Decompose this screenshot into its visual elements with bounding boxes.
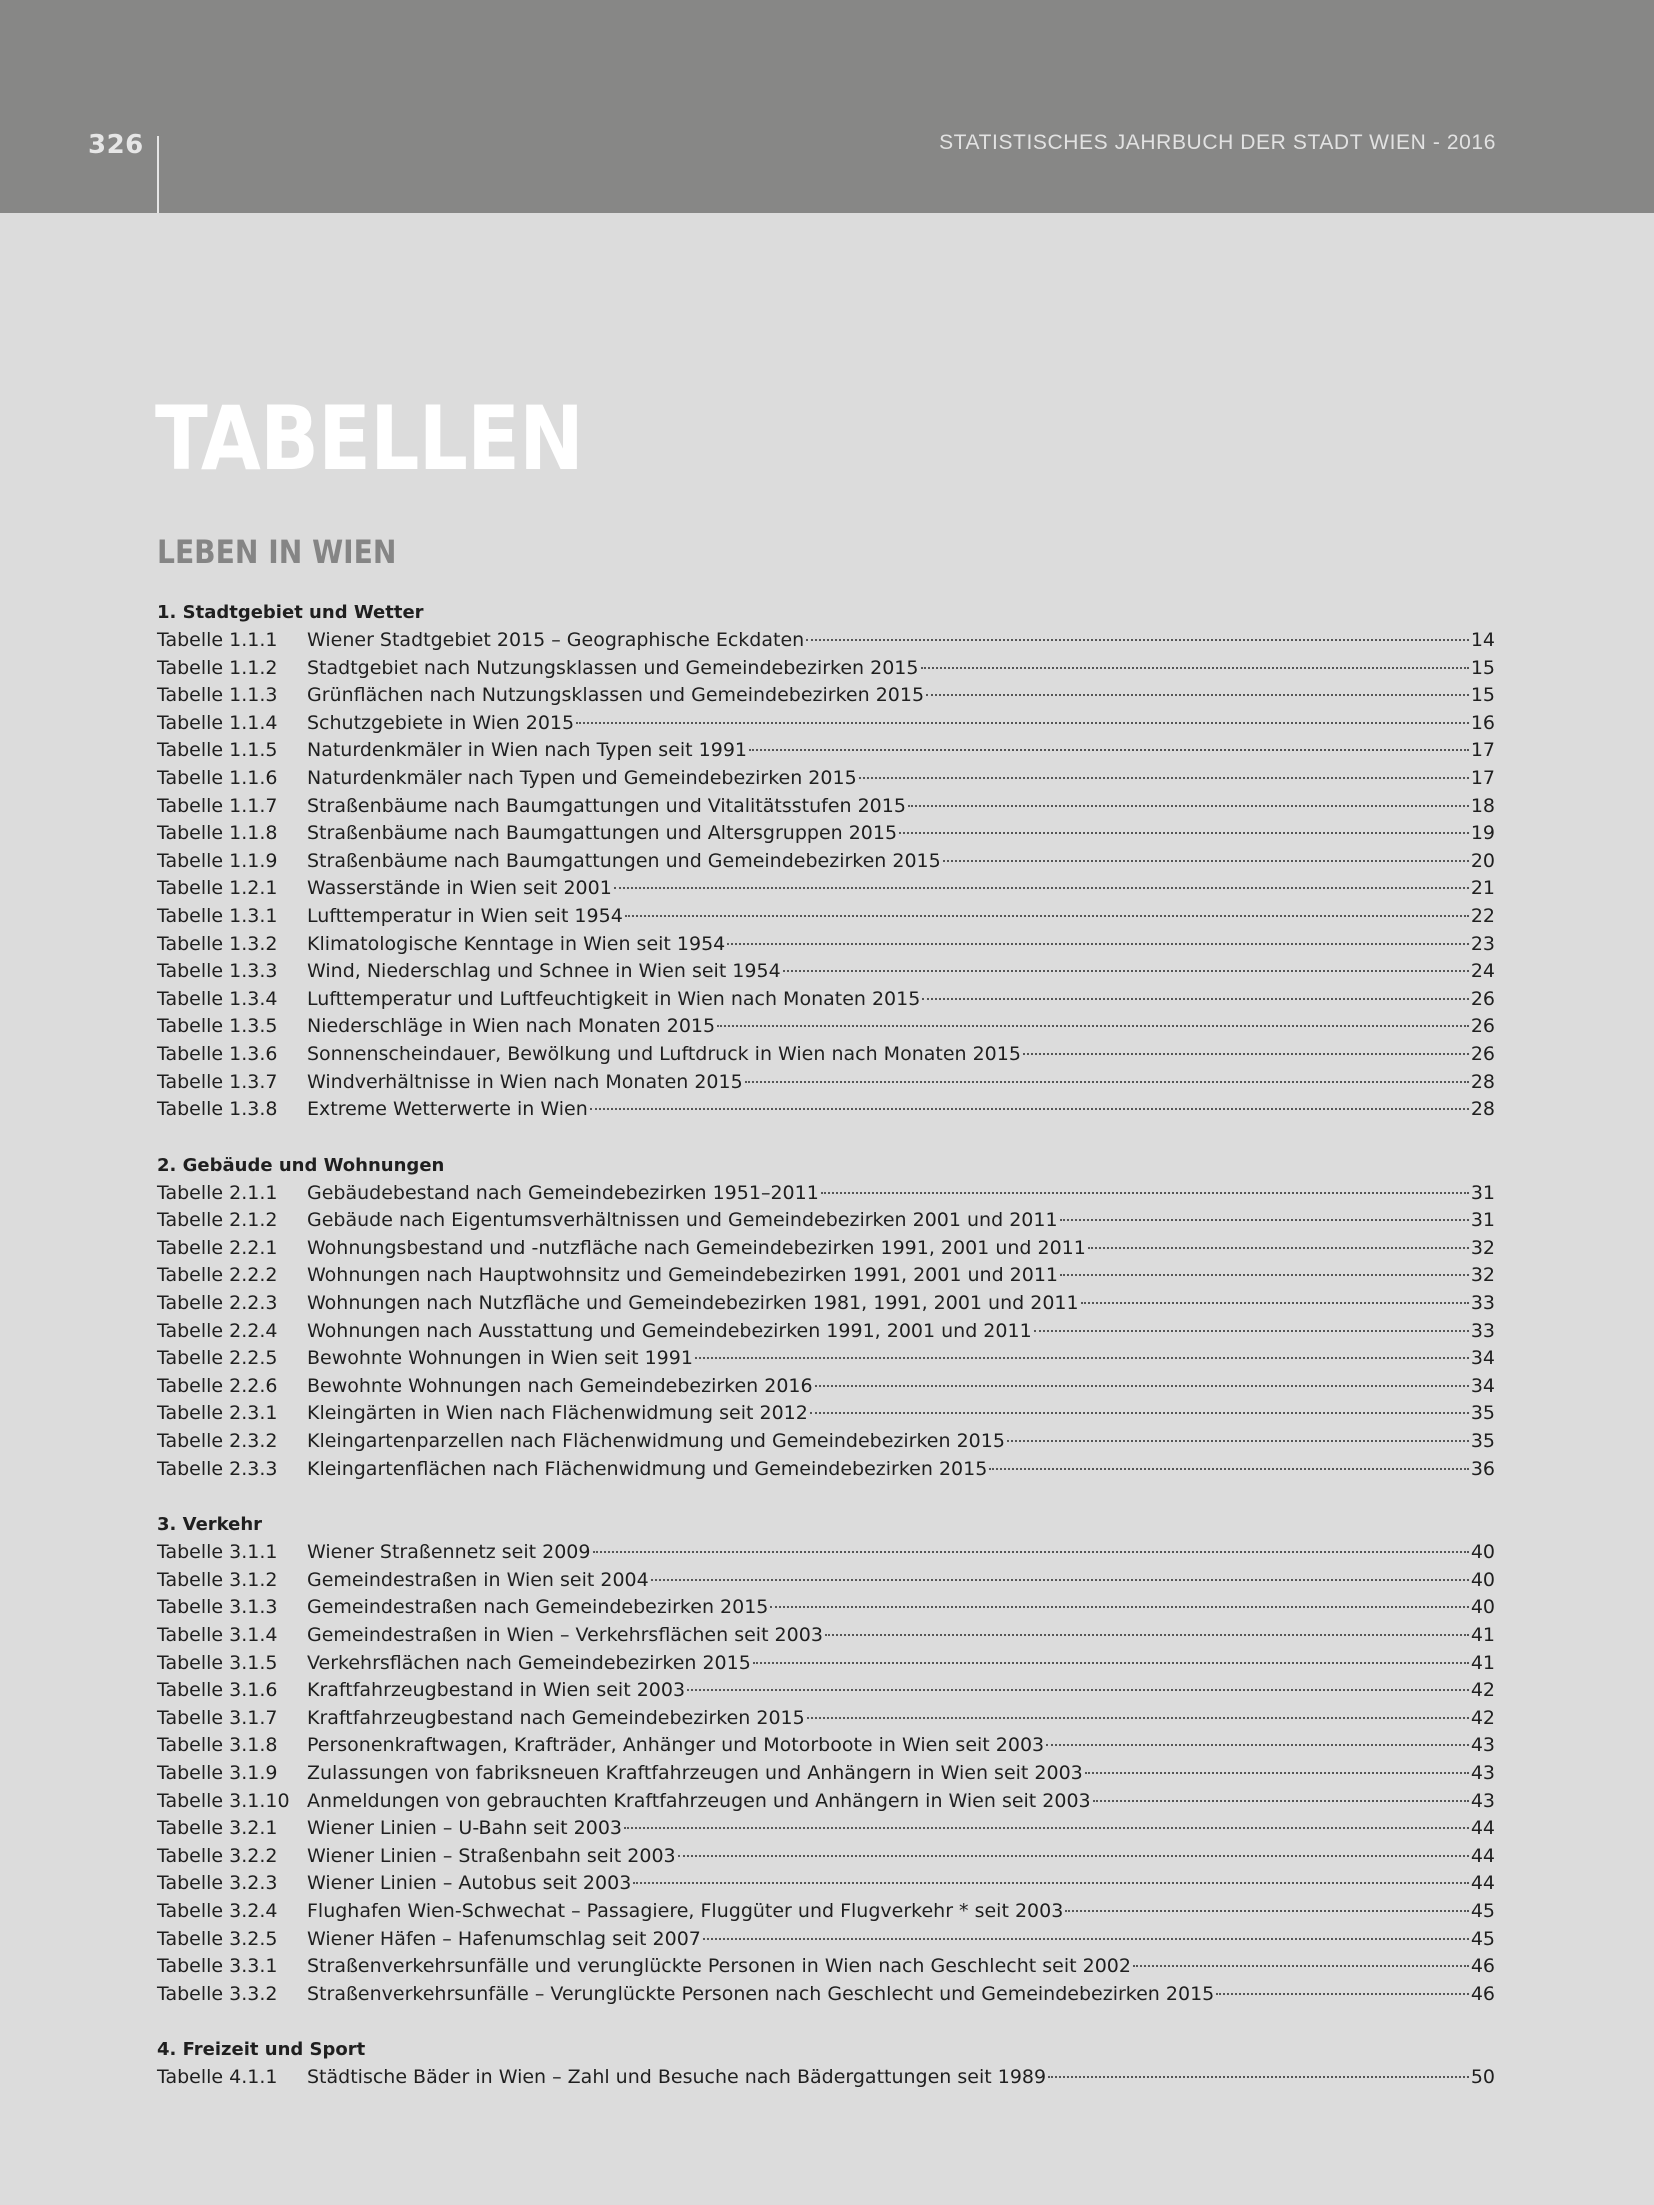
toc-entry-label: Tabelle 2.1.2 [157, 1209, 278, 1232]
toc-entry[interactable] [157, 1732, 1495, 1760]
toc-entry[interactable] [157, 1843, 1495, 1871]
toc-entry[interactable] [157, 1760, 1495, 1788]
toc-entry-title: Extreme Wetterwerte in Wien [307, 1098, 588, 1121]
toc-entry-page: 34 [1470, 1374, 1495, 1397]
toc-entry-title: Wasserstände in Wien seit 2001 [307, 877, 612, 900]
toc-entry-title: Wind, Niederschlag und Schnee in Wien seit 1954 [307, 960, 781, 983]
toc-dot-leader [727, 942, 1469, 945]
toc-entry-page: 15 [1470, 656, 1495, 679]
toc-entry-page: 17 [1470, 766, 1495, 789]
toc-entry[interactable] [157, 1788, 1495, 1816]
toc-dot-leader [821, 1191, 1469, 1194]
toc-entry-title: Zulassungen von fabriksneuen Kraftfahrzeugen und Anhängern in Wien seit 2003 [307, 1761, 1083, 1784]
toc-entry-label: Tabelle 1.2.1 [157, 877, 278, 900]
toc-entry-page: 44 [1470, 1817, 1495, 1840]
toc-entry-page: 42 [1470, 1706, 1495, 1729]
toc-entry-label: Tabelle 2.2.3 [157, 1292, 278, 1315]
header-band [0, 0, 1654, 213]
toc-entry-label: Tabelle 1.1.9 [157, 849, 278, 872]
toc-entry-title: Lufttemperatur und Luftfeuchtigkeit in Wien nach Monaten 2015 [307, 987, 921, 1010]
toc-entry-page: 41 [1470, 1624, 1495, 1646]
toc-dot-leader [703, 1937, 1469, 1940]
toc-entry-title: Anmeldungen von gebrauchten Kraftfahrzeugen und Anhängern in Wien seit 2003 [307, 1789, 1091, 1812]
toc-dot-leader [1060, 1218, 1469, 1221]
toc-entry-page: 45 [1470, 1899, 1495, 1922]
toc-entry-page: 43 [1470, 1761, 1495, 1784]
page-title: TABELLEN [155, 387, 584, 490]
toc-entry[interactable] [157, 1650, 1495, 1678]
toc-entry-label: Tabelle 2.2.4 [157, 1319, 278, 1342]
toc-entry-title: Gemeindestraßen in Wien seit 2004 [307, 1568, 649, 1591]
toc-entry-title: Naturdenkmäler in Wien nach Typen seit 1991 [307, 739, 748, 762]
toc-entry-title: Naturdenkmäler nach Typen und Gemeindebezirken 2015 [307, 766, 857, 789]
toc-entry-title: Wiener Linien – U-Bahn seit 2003 [307, 1817, 623, 1840]
toc-entry-page: 26 [1470, 987, 1495, 1010]
toc-entry-title: Straßenverkehrsunfälle und verunglückte Personen in Wien nach Geschlecht seit 2002 [307, 1955, 1131, 1978]
toc-entry-page: 42 [1470, 1679, 1495, 1702]
toc-entry-label: Tabelle 3.1.9 [157, 1761, 278, 1784]
toc-entry-label: Tabelle 3.2.5 [157, 1927, 278, 1950]
toc-entry-label: Tabelle 1.1.7 [157, 794, 278, 817]
toc-entry-page: 31 [1470, 1181, 1495, 1204]
toc-entry[interactable] [157, 820, 1495, 848]
toc-dot-leader [922, 997, 1468, 1000]
toc-entry-label: Tabelle 1.3.4 [157, 987, 278, 1010]
toc-entry[interactable] [157, 1815, 1495, 1843]
toc-section [157, 599, 1495, 1124]
toc-entry[interactable] [157, 1262, 1495, 1290]
toc-entry-page: 43 [1470, 1734, 1495, 1757]
toc-dot-leader [1065, 1909, 1469, 1912]
toc-dot-leader [1060, 1273, 1469, 1276]
table-of-contents [157, 599, 1495, 2120]
toc-entry-label: Tabelle 3.1.1 [157, 1541, 278, 1564]
toc-dot-leader [593, 1550, 1469, 1553]
toc-dot-leader [926, 693, 1469, 696]
toc-entry-title: Straßenbäume nach Baumgattungen und Altersgruppen 2015 [307, 822, 898, 845]
toc-entry-label: Tabelle 3.1.3 [157, 1596, 278, 1619]
toc-entry-title: Straßenbäume nach Baumgattungen und Gemeindebezirken 2015 [307, 849, 941, 872]
toc-entry-label: Tabelle 3.2.1 [157, 1817, 278, 1840]
toc-entry[interactable] [157, 1400, 1495, 1428]
toc-entry-title: Kleingärten in Wien nach Flächenwidmung seit 2012 [307, 1402, 808, 1425]
toc-entry-title: Städtische Bäder in Wien – Zahl und Besuche nach Bädergattungen seit 1989 [307, 2066, 1047, 2089]
toc-entry-label: Tabelle 3.1.10 [157, 1789, 290, 1812]
toc-entry[interactable] [157, 1677, 1495, 1705]
toc-entry[interactable] [157, 737, 1495, 765]
toc-dot-leader [1133, 1964, 1469, 1967]
toc-dot-leader [749, 748, 1469, 751]
toc-entry[interactable] [157, 958, 1495, 986]
toc-entry[interactable] [157, 848, 1495, 876]
toc-entry[interactable] [157, 1567, 1495, 1595]
toc-entry[interactable] [157, 655, 1495, 683]
toc-entry-title: Wiener Häfen – Hafenumschlag seit 2007 [307, 1927, 701, 1950]
toc-entry-page: 34 [1470, 1347, 1495, 1370]
toc-dot-leader [633, 1881, 1469, 1884]
toc-entry-page: 28 [1470, 1070, 1495, 1093]
toc-entry-page: 18 [1470, 794, 1495, 817]
toc-entry-label: Tabelle 2.3.2 [157, 1430, 278, 1453]
toc-dot-leader [859, 776, 1469, 779]
toc-entry-page: 16 [1470, 711, 1495, 734]
toc-dot-leader [576, 721, 1469, 724]
toc-dot-leader [614, 886, 1469, 889]
toc-entry[interactable] [157, 1180, 1495, 1208]
toc-dot-leader [783, 969, 1469, 972]
toc-entry[interactable] [157, 1953, 1495, 1981]
toc-entry-title: Kleingartenparzellen nach Flächenwidmung und Gemeindebezirken 2015 [307, 1430, 1005, 1453]
toc-entry-label: Tabelle 3.3.2 [157, 1982, 278, 2005]
toc-entry[interactable] [157, 986, 1495, 1014]
toc-entry[interactable] [157, 1594, 1495, 1622]
toc-section [157, 1511, 1495, 2008]
toc-entry-label: Tabelle 3.2.4 [157, 1899, 278, 1922]
toc-entry-page: 20 [1470, 849, 1495, 872]
toc-dot-leader [1007, 1439, 1469, 1442]
toc-entry-page: 32 [1470, 1264, 1495, 1287]
toc-dot-leader [590, 1107, 1469, 1110]
toc-entry-page: 44 [1470, 1872, 1495, 1895]
toc-entry-label: Tabelle 3.3.1 [157, 1955, 278, 1978]
toc-entry-title: Bewohnte Wohnungen in Wien seit 1991 [307, 1347, 693, 1370]
toc-entry-page: 41 [1470, 1651, 1495, 1674]
toc-dot-leader [989, 1467, 1469, 1470]
toc-dot-leader [1085, 1771, 1469, 1774]
toc-entry-label: Tabelle 1.3.8 [157, 1098, 278, 1121]
toc-entry-label: Tabelle 1.1.4 [157, 711, 278, 734]
toc-entry-page: 21 [1470, 877, 1495, 900]
toc-dot-leader [806, 638, 1469, 641]
toc-entry-title: Kraftfahrzeugbestand in Wien seit 2003 [307, 1679, 686, 1702]
toc-entry[interactable] [157, 1069, 1495, 1097]
toc-section-heading: 4. Freizeit und Sport [157, 2039, 366, 2061]
toc-dot-leader [1034, 1329, 1469, 1332]
toc-entry[interactable] [157, 903, 1495, 931]
toc-entry-title: Wohnungen nach Ausstattung und Gemeindebezirken 1991, 2001 und 2011 [307, 1319, 1032, 1342]
toc-entry-label: Tabelle 1.1.5 [157, 739, 278, 762]
toc-entry-page: 14 [1470, 629, 1495, 651]
toc-entry-page: 45 [1470, 1927, 1495, 1950]
toc-entry-title: Flughafen Wien-Schwechat – Passagiere, Fluggüter und Flugverkehr * seit 2003 [307, 1899, 1064, 1922]
toc-entry-title: Gebäude nach Eigentumsverhältnissen und Gemeindebezirken 2001 und 2011 [307, 1209, 1058, 1232]
toc-entry[interactable] [157, 682, 1495, 710]
toc-entry-page: 28 [1470, 1098, 1495, 1121]
toc-entry-label: Tabelle 2.3.3 [157, 1457, 278, 1480]
toc-entry-label: Tabelle 1.3.3 [157, 960, 278, 983]
toc-dot-leader [651, 1578, 1469, 1581]
toc-entry[interactable] [157, 1456, 1495, 1484]
toc-entry[interactable] [157, 793, 1495, 821]
toc-entry[interactable] [157, 1705, 1495, 1733]
toc-entry[interactable] [157, 1870, 1495, 1898]
toc-dot-leader [1216, 1992, 1469, 1995]
toc-dot-leader [1088, 1246, 1469, 1249]
toc-entry-title: Klimatologische Kenntage in Wien seit 1954 [307, 932, 726, 955]
header-divider [157, 136, 159, 213]
toc-entry-label: Tabelle 3.2.2 [157, 1844, 278, 1867]
toc-entry-page: 26 [1470, 1015, 1495, 1038]
toc-entry-title: Gemeindestraßen nach Gemeindebezirken 2015 [307, 1596, 769, 1619]
toc-entry-title: Stadtgebiet nach Nutzungsklassen und Gemeindebezirken 2015 [307, 656, 919, 679]
toc-entry[interactable] [157, 1373, 1495, 1401]
toc-entry[interactable] [157, 1235, 1495, 1263]
toc-entry-page: 31 [1470, 1209, 1495, 1232]
toc-dot-leader [807, 1716, 1469, 1719]
toc-entry-title: Grünflächen nach Nutzungsklassen und Gemeindebezirken 2015 [307, 684, 925, 707]
toc-entry-page: 40 [1470, 1596, 1495, 1619]
toc-entry-title: Gemeindestraßen in Wien – Verkehrsflächen seit 2003 [307, 1624, 823, 1646]
toc-section-heading: 2. Gebäude und Wohnungen [157, 1154, 445, 1176]
toc-entry-page: 15 [1470, 684, 1495, 707]
toc-dot-leader [908, 804, 1469, 807]
toc-entry-label: Tabelle 1.1.6 [157, 766, 278, 789]
toc-dot-leader [687, 1688, 1469, 1691]
toc-dot-leader [1023, 1052, 1469, 1055]
toc-entry[interactable] [157, 1428, 1495, 1456]
toc-entry-label: Tabelle 1.3.1 [157, 904, 278, 927]
toc-entry-page: 24 [1470, 960, 1495, 983]
toc-entry[interactable] [157, 1926, 1495, 1954]
toc-entry-label: Tabelle 3.1.6 [157, 1679, 278, 1702]
toc-entry-title: Personenkraftwagen, Krafträder, Anhänger und Motorboote in Wien seit 2003 [307, 1734, 1045, 1757]
toc-entry[interactable] [157, 765, 1495, 793]
toc-entry-title: Straßenverkehrsunfälle – Verunglückte Personen nach Geschlecht und Gemeindebezirken 2015 [307, 1982, 1215, 2005]
toc-entry-title: Gebäudebestand nach Gemeindebezirken 1951–2011 [307, 1181, 819, 1204]
toc-entry[interactable] [157, 1345, 1495, 1373]
toc-dot-leader [825, 1633, 1469, 1636]
toc-entry-title: Sonnenscheindauer, Bewölkung und Luftdruck in Wien nach Monaten 2015 [307, 1042, 1021, 1065]
toc-entry-page: 46 [1470, 1955, 1495, 1978]
toc-entry-page: 40 [1470, 1541, 1495, 1564]
toc-entry-title: Straßenbäume nach Baumgattungen und Vitalitätsstufen 2015 [307, 794, 906, 817]
toc-entry-title: Wohnungen nach Hauptwohnsitz und Gemeindebezirken 1991, 2001 und 2011 [307, 1264, 1059, 1287]
toc-dot-leader [1081, 1301, 1469, 1304]
toc-entry-label: Tabelle 2.2.5 [157, 1347, 278, 1370]
toc-entry-label: Tabelle 3.1.2 [157, 1568, 278, 1591]
page-number: 326 [88, 130, 144, 160]
toc-entry-label: Tabelle 1.3.6 [157, 1042, 278, 1065]
toc-entry-label: Tabelle 2.1.1 [157, 1181, 278, 1204]
toc-entry-page: 44 [1470, 1844, 1495, 1867]
toc-section-heading: 3. Verkehr [157, 1514, 263, 1536]
toc-entry-page: 22 [1470, 904, 1495, 927]
toc-dot-leader [1093, 1799, 1469, 1802]
toc-entry[interactable] [157, 875, 1495, 903]
toc-entry-title: Wohnungen nach Nutzfläche und Gemeindebezirken 1981, 1991, 2001 und 2011 [307, 1292, 1079, 1315]
toc-dot-leader [943, 859, 1469, 862]
toc-entry-label: Tabelle 2.2.2 [157, 1264, 278, 1287]
toc-dot-leader [1046, 1743, 1469, 1746]
toc-entry[interactable] [157, 1981, 1495, 2009]
toc-entry-label: Tabelle 3.1.8 [157, 1734, 278, 1757]
toc-entry[interactable] [157, 1013, 1495, 1041]
toc-entry-page: 32 [1470, 1236, 1495, 1259]
toc-entry[interactable] [157, 931, 1495, 959]
toc-entry-label: Tabelle 1.3.7 [157, 1070, 278, 1093]
toc-entry-label: Tabelle 1.1.8 [157, 822, 278, 845]
toc-entry-page: 35 [1470, 1430, 1495, 1453]
toc-dot-leader [624, 1826, 1469, 1829]
toc-entry-label: Tabelle 3.2.3 [157, 1872, 278, 1895]
toc-dot-leader [810, 1411, 1469, 1414]
toc-dot-leader [753, 1661, 1469, 1664]
toc-section [157, 2036, 1495, 2092]
toc-entry-page: 50 [1470, 2066, 1495, 2089]
toc-entry-label: Tabelle 3.1.7 [157, 1706, 278, 1729]
toc-dot-leader [770, 1605, 1468, 1608]
toc-entry-page: 46 [1470, 1982, 1495, 2005]
toc-entry-page: 33 [1470, 1319, 1495, 1342]
section-title: LEBEN IN WIEN [157, 533, 397, 571]
toc-entry-page: 36 [1470, 1457, 1495, 1480]
toc-dot-leader [745, 1080, 1469, 1083]
toc-entry[interactable] [157, 1898, 1495, 1926]
toc-entry-title: Wiener Linien – Autobus seit 2003 [307, 1872, 632, 1895]
toc-entry-label: Tabelle 1.1.3 [157, 684, 278, 707]
toc-entry-title: Schutzgebiete in Wien 2015 [307, 711, 575, 734]
toc-entry-page: 33 [1470, 1292, 1495, 1315]
toc-entry-page: 35 [1470, 1402, 1495, 1425]
toc-entry[interactable] [157, 1539, 1495, 1567]
toc-entry-label: Tabelle 3.1.4 [157, 1624, 278, 1646]
toc-entry-title: Kraftfahrzeugbestand nach Gemeindebezirken 2015 [307, 1706, 805, 1729]
toc-entry-title: Wiener Straßennetz seit 2009 [307, 1541, 591, 1564]
toc-entry-title: Lufttemperatur in Wien seit 1954 [307, 904, 623, 927]
toc-entry-label: Tabelle 4.1.1 [157, 2066, 278, 2089]
running-title: STATISTISCHES JAHRBUCH DER STADT WIEN - 2016 [939, 131, 1496, 154]
toc-entry-title: Niederschläge in Wien nach Monaten 2015 [307, 1015, 716, 1038]
toc-dot-leader [815, 1384, 1469, 1387]
toc-entry-page: 26 [1470, 1042, 1495, 1065]
toc-entry-title: Wiener Stadtgebiet 2015 – Geographische Eckdaten [307, 629, 805, 651]
toc-entry-title: Wiener Linien – Straßenbahn seit 2003 [307, 1844, 676, 1867]
toc-entry-title: Kleingartenflächen nach Flächenwidmung und Gemeindebezirken 2015 [307, 1457, 988, 1480]
toc-entry-label: Tabelle 1.3.5 [157, 1015, 278, 1038]
toc-entry-label: Tabelle 1.1.1 [157, 629, 278, 651]
toc-entry-title: Verkehrsflächen nach Gemeindebezirken 2015 [307, 1651, 751, 1674]
toc-entry-page: 23 [1470, 932, 1495, 955]
toc-entry[interactable] [157, 1207, 1495, 1235]
toc-entry[interactable] [157, 710, 1495, 738]
toc-section [157, 1152, 1495, 1484]
toc-entry[interactable] [157, 1318, 1495, 1346]
toc-section-heading: 1. Stadtgebiet und Wetter [157, 602, 424, 623]
toc-entry-title: Wohnungsbestand und -nutzfläche nach Gemeindebezirken 1991, 2001 und 2011 [307, 1236, 1086, 1259]
toc-dot-leader [899, 831, 1469, 834]
toc-dot-leader [1048, 2075, 1469, 2078]
toc-entry-label: Tabelle 3.1.5 [157, 1651, 278, 1674]
toc-entry-label: Tabelle 1.3.2 [157, 932, 278, 955]
toc-entry-label: Tabelle 2.3.1 [157, 1402, 278, 1425]
toc-entry-page: 43 [1470, 1789, 1495, 1812]
toc-entry-label: Tabelle 2.2.1 [157, 1236, 278, 1259]
toc-entry-page: 40 [1470, 1568, 1495, 1591]
toc-entry[interactable] [157, 1041, 1495, 1069]
toc-dot-leader [695, 1356, 1469, 1359]
toc-entry[interactable] [157, 2064, 1495, 2092]
toc-entry-page: 17 [1470, 739, 1495, 762]
toc-entry[interactable] [157, 1096, 1495, 1124]
toc-entry-page: 19 [1470, 822, 1495, 845]
toc-dot-leader [625, 914, 1469, 917]
toc-entry[interactable] [157, 1622, 1495, 1650]
toc-entry-title: Bewohnte Wohnungen nach Gemeindebezirken 2016 [307, 1374, 813, 1397]
toc-entry[interactable] [157, 627, 1495, 655]
toc-entry-title: Windverhältnisse in Wien nach Monaten 2015 [307, 1070, 743, 1093]
toc-dot-leader [717, 1024, 1469, 1027]
toc-entry[interactable] [157, 1290, 1495, 1318]
toc-dot-leader [678, 1854, 1469, 1857]
toc-entry-label: Tabelle 1.1.2 [157, 656, 278, 679]
toc-entry-label: Tabelle 2.2.6 [157, 1374, 278, 1397]
toc-dot-leader [921, 666, 1469, 669]
